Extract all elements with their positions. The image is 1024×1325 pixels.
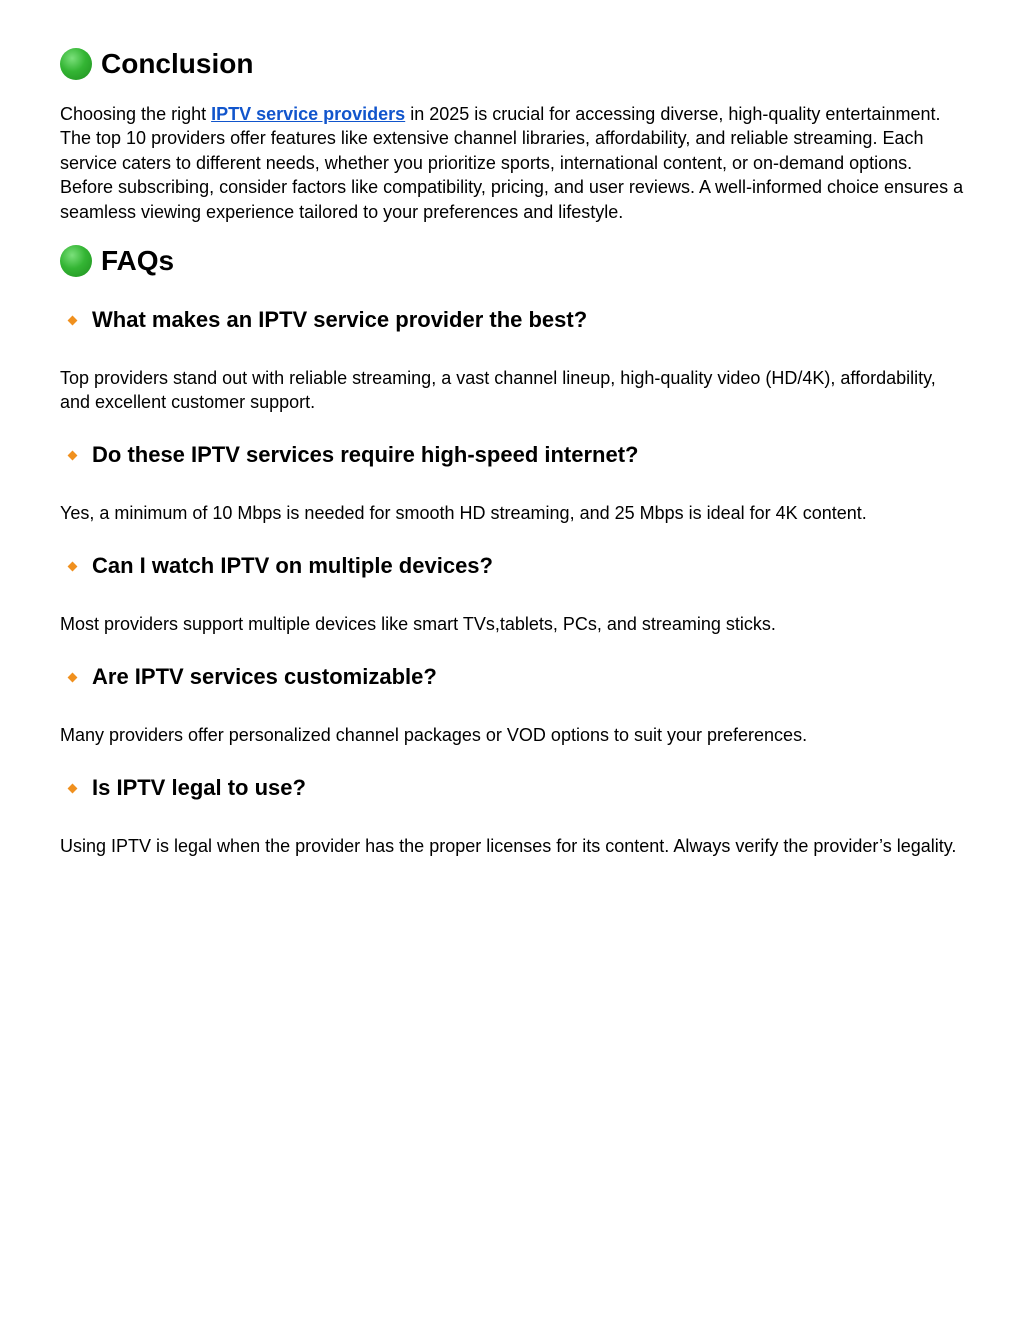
orange-diamond-icon bbox=[68, 783, 78, 793]
faq-question bbox=[67, 306, 587, 334]
faq-question bbox=[67, 663, 437, 691]
conclusion-heading bbox=[60, 47, 253, 81]
faq-answer: Top providers stand out with reliable streaming, a vast channel lineup, high-quality video (HD/4K), affordability, and excellent customer support. bbox=[60, 368, 936, 413]
faq-question bbox=[67, 441, 639, 469]
faq-question-text: Do these IPTV services require high-speed internet? bbox=[92, 442, 639, 467]
green-circle-icon bbox=[60, 245, 92, 277]
faq-question bbox=[67, 552, 493, 580]
orange-diamond-icon bbox=[68, 672, 78, 682]
faq-question bbox=[67, 774, 306, 802]
green-circle-icon bbox=[60, 48, 92, 80]
conclusion-text-before-link: Choosing the right bbox=[60, 104, 212, 124]
conclusion-paragraph bbox=[60, 102, 965, 224]
orange-diamond-icon bbox=[68, 450, 78, 460]
faq-answer: Most providers support multiple devices like smart TVs,tablets, PCs, and streaming sticks. bbox=[60, 614, 776, 634]
conclusion-heading-text: Conclusion bbox=[101, 48, 254, 79]
orange-diamond-icon bbox=[68, 315, 78, 325]
faq-answer: Many providers offer personalized channel packages or VOD options to suit your preferences. bbox=[60, 725, 808, 745]
faq-question-text: Are IPTV services customizable? bbox=[92, 664, 437, 689]
iptv-service-providers-link[interactable]: IPTV service providers bbox=[211, 104, 406, 124]
faq-question-text: Is IPTV legal to use? bbox=[92, 775, 306, 800]
orange-diamond-icon bbox=[68, 561, 78, 571]
faq-question-text: Can I watch IPTV on multiple devices? bbox=[92, 553, 493, 578]
faq-question-text: What makes an IPTV service provider the best? bbox=[92, 307, 588, 332]
faq-answer: Using IPTV is legal when the provider has the proper licenses for its content. Always verify the provider’s legality. bbox=[60, 836, 957, 856]
faq-answer: Yes, a minimum of 10 Mbps is needed for smooth HD streaming, and 25 Mbps is ideal for 4K content. bbox=[60, 503, 867, 523]
faqs-heading-text: FAQs bbox=[101, 245, 175, 276]
faqs-heading bbox=[60, 244, 174, 278]
conclusion-text-after-link: in 2025 is crucial for accessing diverse, high-quality entertainment. The top 10 providers offer features like extensive channel libraries, affordability, and reliable streaming. Each service caters to different needs, whether you prioritize sports, international content, or on-demand options. Before subscribing, consider factors like compatibility, pricing, and user reviews. A well-informed choice ensures a seamless viewing experience tailored to your preferences and lifestyle. bbox=[60, 104, 964, 222]
